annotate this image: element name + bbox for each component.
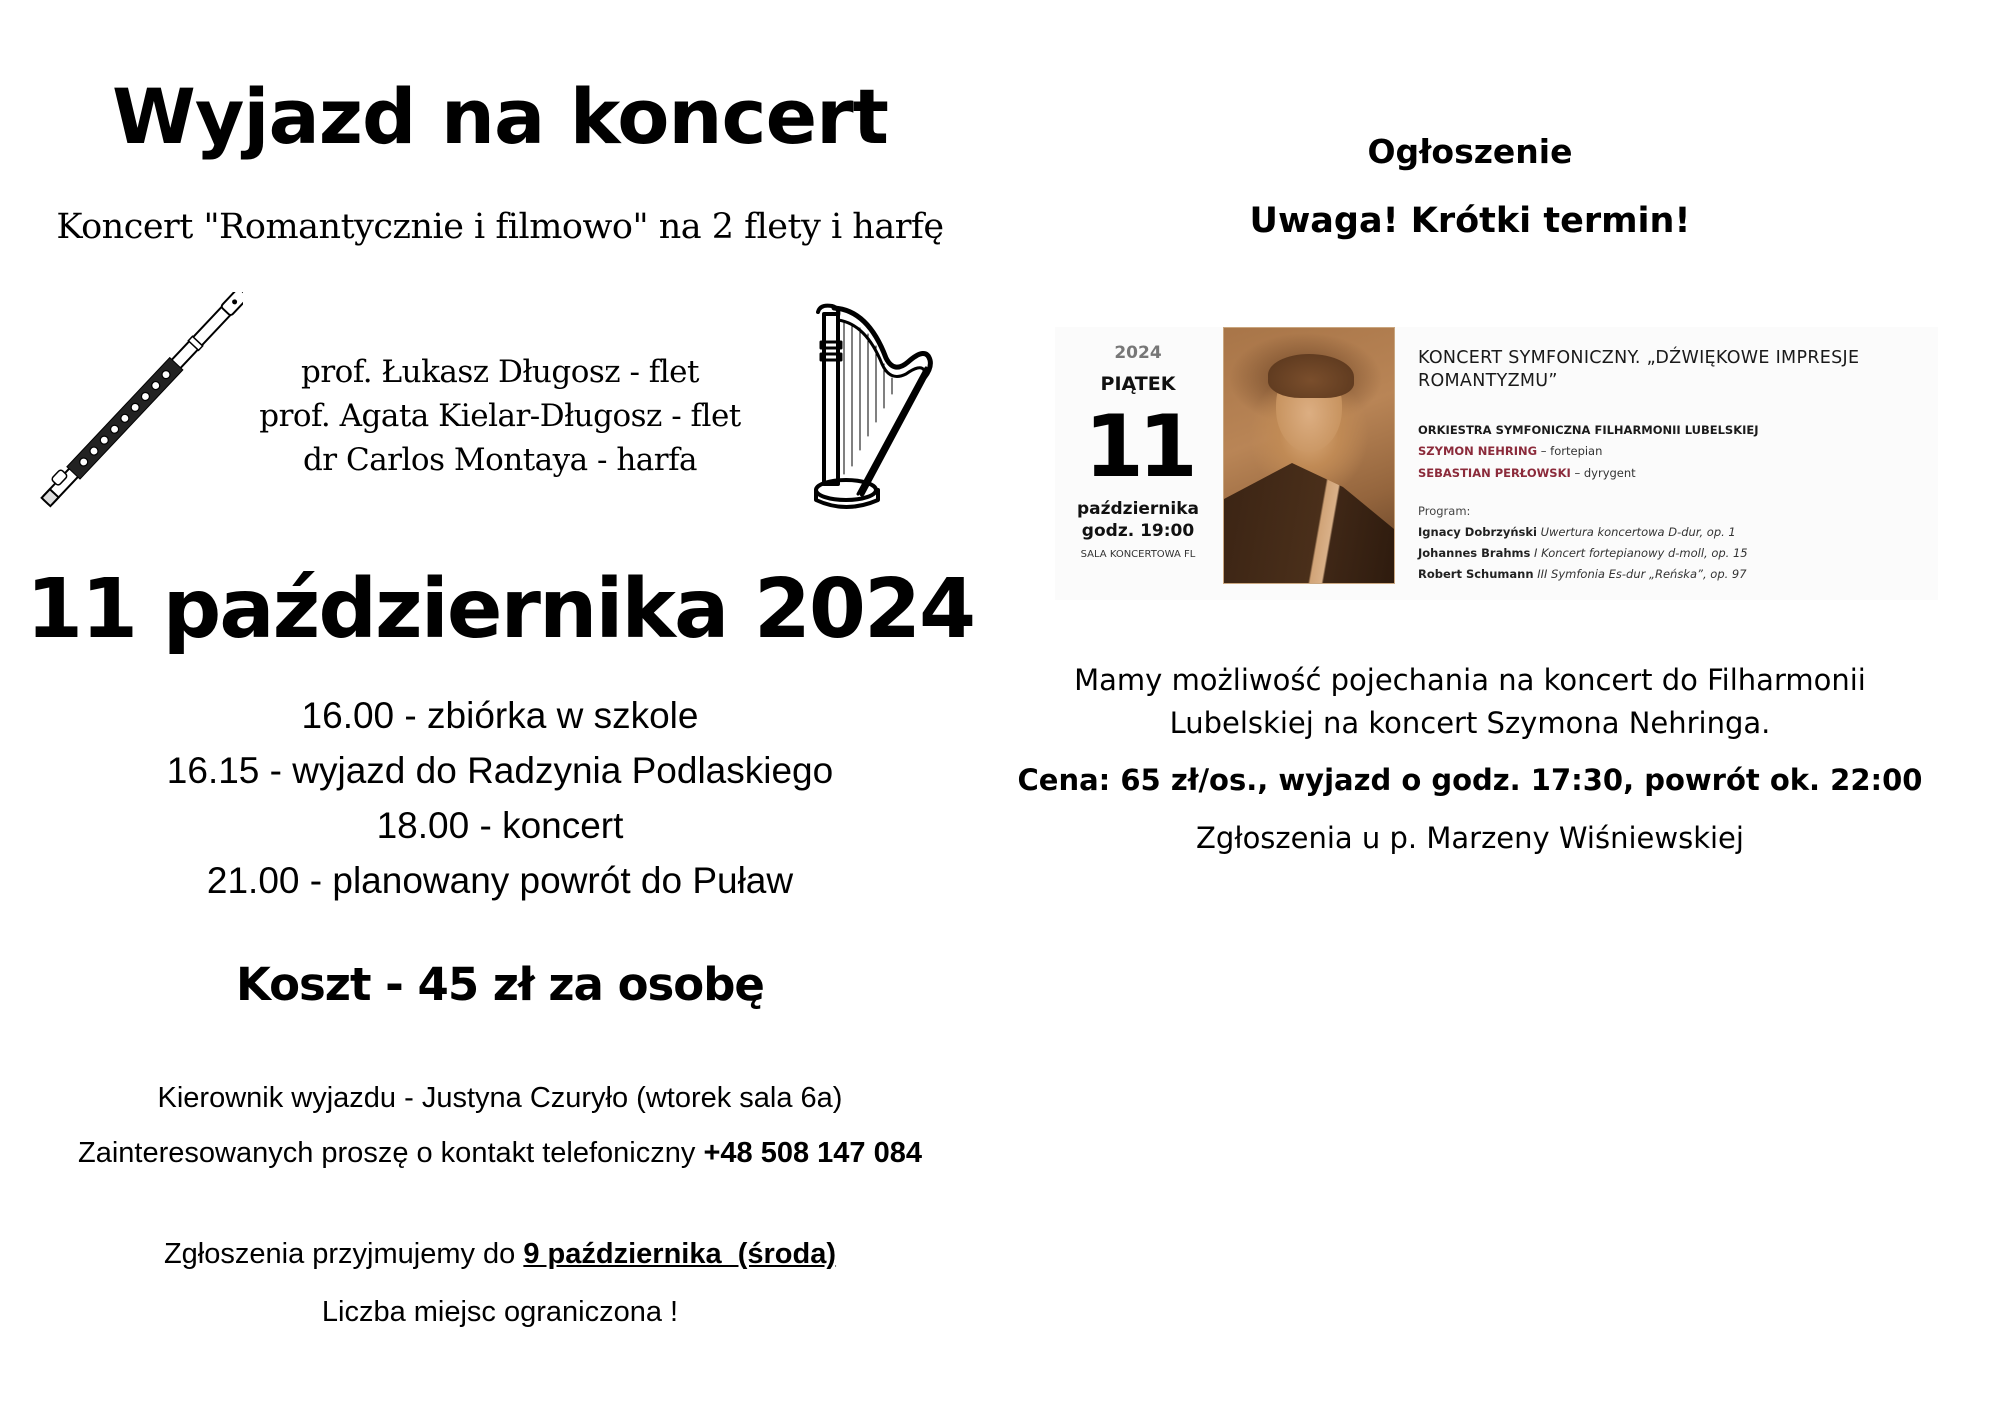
schedule-item: 16.00 - zbiórka w szkole — [301, 695, 699, 736]
contact-phone: +48 508 147 084 — [703, 1137, 922, 1169]
poster-soloist: SZYMON NEHRING – fortepian — [1418, 444, 1603, 458]
poster-time: godz. 19:00 — [1081, 521, 1195, 541]
photo-hair — [1268, 354, 1354, 398]
concert-poster — [1055, 327, 1938, 600]
deadline-date: 9 października (środa) — [523, 1238, 837, 1270]
program-item: Robert Schumann III Symfonia Es-dur „Reńska”, op. 97 — [1418, 567, 1747, 581]
schedule-item: 18.00 - koncert — [376, 805, 624, 846]
announcement-title: Ogłoszenie — [1367, 132, 1573, 171]
concert-subtitle: Koncert "Romantycznie i filmowo" na 2 flety i harfę — [56, 207, 944, 247]
page-title: Wyjazd na koncert — [112, 72, 888, 161]
deadline-text: Zgłoszenia przyjmujemy do — [163, 1238, 524, 1270]
performer-3: dr Carlos Montaya - harfa — [302, 442, 698, 478]
program-item: Johannes Brahms I Koncert fortepianowy d-moll, op. 15 — [1418, 546, 1748, 560]
performer-2: prof. Agata Kielar-Długosz - flet — [259, 398, 741, 434]
poster-orchestra: ORKIESTRA SYMFONICZNA FILHARMONII LUBELSKIEJ — [1418, 423, 1759, 437]
pianist-photo — [1223, 327, 1395, 584]
limited-seats-note: Liczba miejsc ograniczona ! — [321, 1296, 679, 1328]
trip-leader: Kierownik wyjazdu - Justyna Czuryło (wtorek sala 6a) — [157, 1082, 843, 1114]
poster-date-column — [1055, 327, 1221, 600]
contact-text: Zainteresowanych proszę o kontakt telefoniczny — [78, 1137, 704, 1169]
schedule-item: 16.15 - wyjazd do Radzynia Podlaskiego — [166, 750, 834, 791]
program-item: Ignacy Dobrzyński Uwertura koncertowa D-dur, op. 1 — [1418, 525, 1736, 539]
performer-1: prof. Łukasz Długosz - flet — [301, 354, 699, 390]
poster-info — [1418, 327, 1928, 600]
performers-list — [230, 350, 770, 482]
poster-program-label: Program: — [1418, 504, 1471, 518]
harp-icon — [808, 298, 936, 510]
announcement-body-line-1: Mamy możliwość pojechania na koncert do Filharmonii — [1074, 663, 1866, 697]
poster-weekday: PIĄTEK — [1100, 373, 1176, 395]
announcement-price: Cena: 65 zł/os., wyjazd o godz. 17:30, powrót ok. 22:00 — [1017, 763, 1923, 797]
flute-icon — [38, 292, 243, 510]
trip-date: 11 października 2024 — [25, 562, 975, 657]
poster-month: października — [1076, 499, 1200, 519]
contact-line — [0, 1133, 1000, 1173]
schedule-list — [0, 688, 1000, 908]
deadline-line — [0, 1234, 1000, 1274]
poster-day-number: 11 — [1084, 397, 1192, 497]
schedule-item: 21.00 - planowany powrót do Puław — [206, 860, 794, 901]
poster-conductor: SEBASTIAN PERŁOWSKI – dyrygent — [1418, 466, 1636, 480]
poster-venue: SALA KONCERTOWA FL — [1080, 549, 1196, 560]
poster-year: 2024 — [1114, 343, 1162, 363]
announcement-contact: Zgłoszenia u p. Marzeny Wiśniewskiej — [1196, 821, 1744, 855]
photo-coat — [1224, 463, 1394, 583]
poster-headline: KONCERT SYMFONICZNY. „DŹWIĘKOWE IMPRESJE ROMANTYZMU” — [1418, 348, 1860, 391]
trip-cost: Koszt - 45 zł za osobę — [236, 958, 764, 1011]
announcement-body-line-2: Lubelskiej na koncert Szymona Nehringa. — [1169, 706, 1771, 740]
announcement-warning: Uwaga! Krótki termin! — [1249, 201, 1691, 241]
